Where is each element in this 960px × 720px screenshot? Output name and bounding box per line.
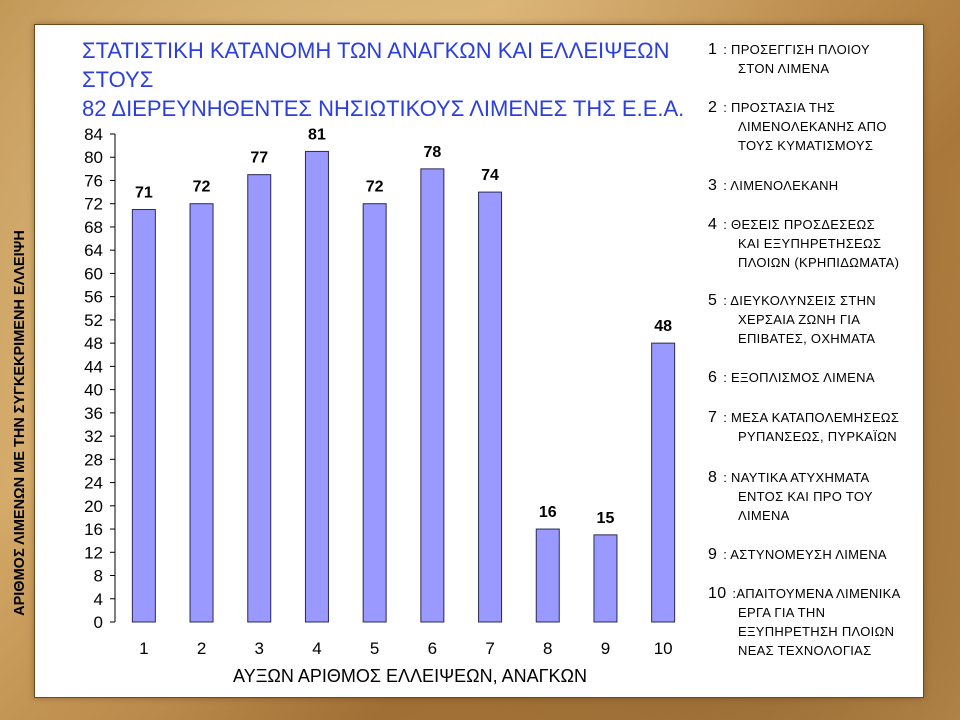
legend-number: 6	[708, 369, 718, 386]
bar-value-label: 15	[596, 509, 615, 527]
legend-line: ΕΡΓΑ ΓΙΑ ΤΗΝ	[738, 605, 826, 620]
legend-text: : ΠΡΟΣΕΓΓΙΣΗ ΠΛΟΙΟΥ	[723, 42, 870, 57]
x-axis	[139, 639, 672, 658]
bar	[652, 343, 675, 622]
bar	[305, 151, 328, 622]
chart-title-line-2: 82 ΔΙΕΡΕΥΝΗΘΕΝΤΕΣ ΝΗΣΙΩΤΙΚΟΥΣ ΛΙΜΕΝΕΣ ΤΗΣ Ε.Ε.Α.	[82, 96, 685, 121]
bars	[132, 126, 674, 622]
y-tick-label: 52	[84, 310, 103, 330]
legend-line: ΕΝΤΟΣ ΚΑΙ ΠΡΟ ΤΟΥ	[738, 489, 873, 504]
y-tick-label: 56	[84, 287, 103, 307]
legend-line	[708, 545, 918, 564]
y-tick-label: 64	[84, 241, 103, 261]
legend-line	[708, 176, 918, 195]
legend-line: ΚΑΙ ΕΞΥΠΗΡΕΤΗΣΕΩΣ	[738, 236, 882, 251]
x-tick-label: 1	[139, 639, 149, 658]
bar	[479, 192, 502, 622]
y-tick-label: 72	[84, 194, 103, 214]
legend-item	[708, 176, 918, 195]
legend-line: ΡΥΠΑΝΣΕΩΣ, ΠΥΡΚΑΪΩΝ	[738, 429, 897, 444]
legend-text: : ΝΑΥΤΙΚΑ ΑΤΥΧΗΜΑΤΑ	[723, 470, 870, 485]
legend-text: : ΑΣΤΥΝΟΜΕΥΣΗ ΛΙΜΕΝΑ	[723, 547, 887, 562]
y-tick-label: 24	[84, 473, 103, 493]
legend-line	[708, 584, 918, 603]
legend-text: : ΔΙΕΥΚΟΛΥΝΣΕΙΣ ΣΤΗΝ	[723, 293, 876, 308]
legend-item	[708, 545, 918, 564]
legend-line	[708, 98, 918, 117]
y-tick-label: 4	[93, 589, 103, 609]
legend-number: 9	[708, 546, 718, 563]
y-tick-label: 12	[84, 543, 103, 563]
y-tick-label: 48	[84, 334, 103, 354]
x-tick-label: 3	[254, 639, 264, 658]
legend-line: ΕΞΥΠΗΡΕΤΗΣΗ ΠΛΟΙΩΝ	[738, 624, 895, 639]
bar-value-label: 77	[250, 149, 269, 167]
y-axis	[84, 125, 115, 632]
legend-line: ΕΠΙΒΑΤΕΣ, ΟΧΗΜΑΤΑ	[738, 331, 876, 346]
x-tick-label: 10	[653, 639, 673, 658]
legend-number: 5	[708, 292, 718, 309]
legend-line: ΠΛΟΙΩΝ (ΚΡΗΠΙΔΩΜΑΤΑ)	[738, 255, 900, 270]
legend-line: ΛΙΜΕΝΟΛΕΚΑΝΗΣ ΑΠΟ	[738, 119, 887, 134]
legend-text: :ΑΠΑΙΤΟΥΜΕΝΑ ΛΙΜΕΝΙΚΑ	[732, 586, 901, 601]
y-tick-label: 20	[84, 496, 103, 516]
x-tick-label: 2	[196, 639, 207, 658]
y-tick-label: 0	[93, 613, 103, 632]
legend-item	[708, 468, 918, 525]
bar-value-label: 81	[308, 126, 326, 144]
legend-number: 8	[708, 469, 718, 486]
legend-line: ΧΕΡΣΑΙΑ ΖΩΝΗ ΓΙΑ	[738, 312, 861, 327]
legend-item	[708, 215, 918, 272]
y-tick-label: 40	[84, 380, 103, 400]
y-tick-label: 84	[84, 125, 103, 144]
legend-item	[708, 584, 918, 660]
legend-line: ΣΤΟΝ ΛΙΜΕΝΑ	[738, 61, 830, 76]
bar-value-label: 78	[423, 143, 442, 161]
y-tick-label: 60	[84, 264, 103, 284]
legend-line	[708, 215, 918, 234]
x-tick-label: 5	[369, 639, 380, 658]
x-axis-label: ΑΥΞΩΝ ΑΡΙΘΜΟΣ ΕΛΛΕΙΨΕΩΝ, ΑΝΑΓΚΩΝ	[233, 666, 587, 686]
bar	[363, 204, 386, 622]
legend-line	[708, 291, 918, 310]
legend-number: 1	[708, 41, 718, 58]
bar	[248, 175, 271, 622]
legend-item	[708, 291, 918, 348]
legend-line	[708, 40, 918, 59]
bar-value-label: 74	[481, 167, 499, 185]
y-tick-label: 32	[84, 427, 103, 447]
legend-text: : ΜΕΣΑ ΚΑΤΑΠΟΛΕΜΗΣΕΩΣ	[723, 410, 900, 425]
y-tick-label: 68	[84, 217, 103, 237]
legend-line	[708, 408, 918, 427]
legend-item	[708, 98, 918, 155]
bar-value-label: 71	[134, 184, 153, 202]
bar	[536, 529, 559, 622]
legend-text: : ΠΡΟΣΤΑΣΙΑ ΤΗΣ	[723, 100, 836, 115]
legend-line	[708, 468, 918, 487]
x-tick-label: 6	[427, 639, 438, 658]
legend-number: 10	[708, 585, 727, 602]
chart-title-line-1: ΣΤΑΤΙΣΤΙΚΗ ΚΑΤΑΝΟΜΗ ΤΩΝ ΑΝΑΓΚΩΝ ΚΑΙ ΕΛΛΕΙΨΕΩΝ ΣΤΟΥΣ	[82, 38, 670, 92]
legend-item	[708, 408, 918, 446]
x-tick-label: 8	[543, 639, 553, 658]
bar	[594, 535, 617, 622]
y-tick-label: 80	[84, 148, 103, 168]
x-tick-label: 7	[485, 639, 495, 658]
bar	[190, 204, 213, 622]
y-tick-label: 36	[84, 403, 103, 423]
x-tick-label: 9	[600, 639, 611, 658]
bar-value-label: 48	[654, 318, 673, 336]
legend-text: : ΘΕΣΕΙΣ ΠΡΟΣΔΕΣΕΩΣ	[723, 217, 875, 232]
legend-item	[708, 368, 918, 387]
bar-value-label: 72	[192, 178, 211, 196]
legend-line: ΛΙΜΕΝΑ	[738, 508, 790, 523]
legend-text: : ΛΙΜΕΝΟΛΕΚΑΝΗ	[723, 178, 839, 193]
legend-number: 7	[708, 409, 718, 426]
bar	[132, 210, 155, 622]
legend-number: 4	[708, 216, 718, 233]
y-tick-label: 8	[93, 566, 103, 586]
legend-number: 2	[708, 99, 718, 116]
y-tick-label: 76	[84, 171, 103, 191]
y-tick-label: 28	[84, 450, 103, 470]
bar-value-label: 16	[538, 504, 557, 522]
bar-value-label: 72	[365, 178, 384, 196]
y-axis-label: ΑΡΙΘΜΟΣ ΛΙΜΕΝΩΝ ΜΕ ΤΗΝ ΣΥΓΚΕΚΡΙΜΕΝΗ ΕΛΛΕΙΨΗ	[12, 230, 28, 616]
legend-line	[708, 368, 918, 387]
legend-item	[708, 40, 918, 78]
x-tick-label: 4	[312, 639, 322, 658]
y-tick-label: 44	[84, 357, 103, 377]
bar	[421, 169, 444, 622]
legend-number: 3	[708, 177, 718, 194]
legend-line: ΝΕΑΣ ΤΕΧΝΟΛΟΓΙΑΣ	[738, 643, 872, 658]
legend-text: : ΕΞΟΠΛΙΣΜΟΣ ΛΙΜΕΝΑ	[723, 370, 875, 385]
legend-line: ΤΟΥΣ ΚΥΜΑΤΙΣΜΟΥΣ	[738, 138, 874, 153]
y-tick-label: 16	[84, 520, 103, 540]
